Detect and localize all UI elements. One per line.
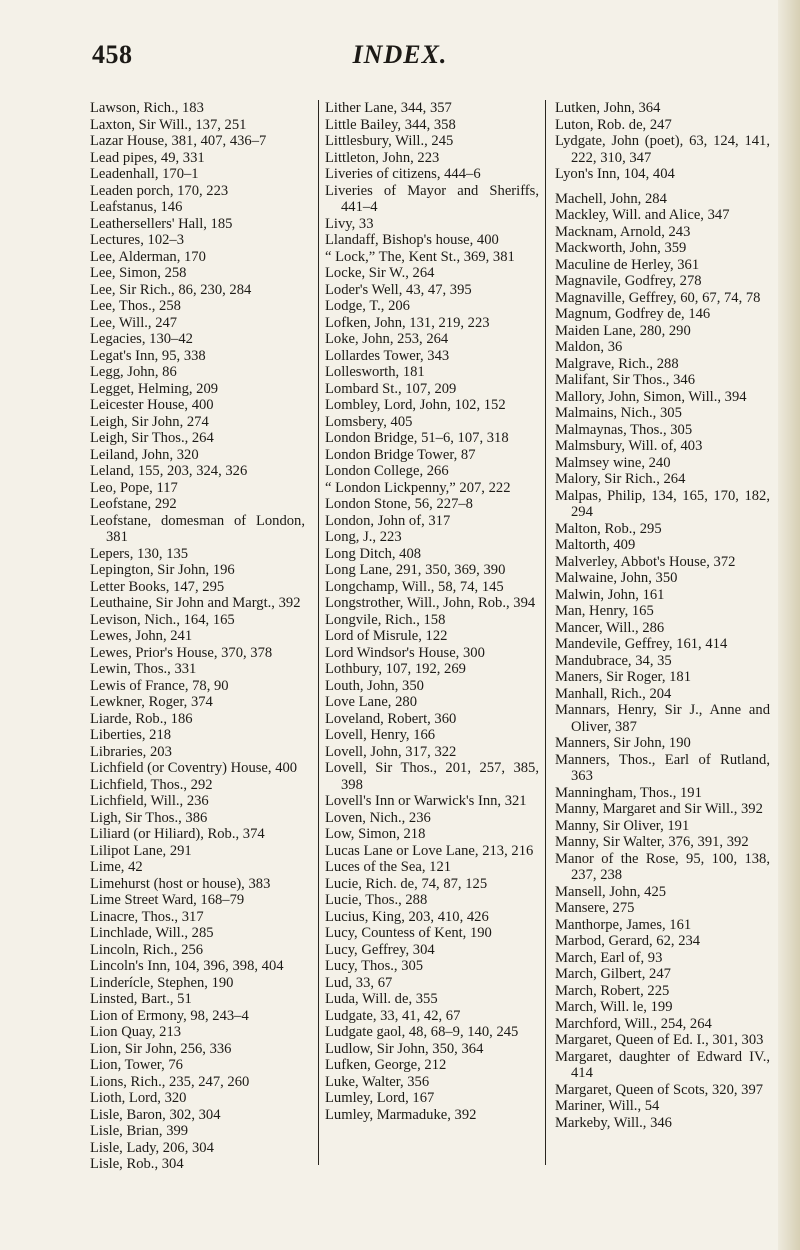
index-entry: Locke, Sir W., 264 (325, 265, 435, 281)
index-entry: Lichfield, Thos., 292 (90, 776, 213, 793)
index-entry: Lofken, John, 131, 219, 223 (325, 314, 490, 331)
index-entry: Marchford, Will., 254, 264 (555, 1015, 712, 1032)
index-entry: Leo, Pope, 117 (90, 479, 178, 496)
index-entry: Manningham, Thos., 191 (555, 784, 702, 801)
page-edge-shadow (778, 0, 800, 1250)
index-entry: Margaret, daughter of Edward IV., 414 (555, 1048, 770, 1081)
index-entry: Linacre, Thos., 317 (90, 908, 204, 925)
index-entry: “ London Lickpenny,” 207, 222 (325, 479, 511, 496)
index-entry: Lee, Simon, 258 (90, 265, 187, 281)
index-entry: London Bridge, 51–6, 107, 318 (325, 430, 509, 446)
index-entry: Malton, Rob., 295 (555, 520, 662, 537)
index-entry: Long Ditch, 408 (325, 545, 422, 562)
index-entry: Libraries, 203 (90, 743, 172, 760)
index-entry: Leicester House, 400 (90, 397, 214, 413)
index-entry: Manny, Margaret and Sir Will., 392 (555, 801, 763, 817)
index-entry: March, Robert, 225 (555, 982, 670, 999)
index-entry: London Bridge Tower, 87 (325, 446, 476, 463)
index-entry: Lisle, Lady, 206, 304 (90, 1139, 214, 1156)
index-entry: Lither Lane, 344, 357 (325, 100, 452, 116)
index-entry: Lord of Misrule, 122 (325, 628, 448, 644)
index-entry: Lothbury, 107, 192, 269 (325, 661, 466, 677)
index-entry: Luton, Rob. de, 247 (555, 116, 672, 133)
index-entry: Mariner, Will., 54 (555, 1098, 660, 1114)
index-entry: Liveries of citizens, 444–6 (325, 166, 481, 182)
index-entry: Maltorth, 409 (555, 537, 636, 553)
index-entry: Ludlow, Sir John, 350, 364 (325, 1040, 484, 1057)
page-number: 458 (92, 40, 133, 69)
index-entry: Mancer, Will., 286 (555, 619, 665, 636)
index-entry: Long, J., 223 (325, 529, 402, 545)
index-entry: Leiland, John, 320 (90, 446, 199, 463)
index-entry: Marbod, Gerard, 62, 234 (555, 933, 701, 949)
index-entry: Longvile, Rich., 158 (325, 611, 446, 628)
index-entry: Lincoln's Inn, 104, 396, 398, 404 (90, 958, 284, 974)
index-entry: Manor of the Rose, 95, 100, 138, 237, 238 (555, 850, 770, 883)
index-entry: Lucie, Rich. de, 74, 87, 125 (325, 875, 488, 892)
index-entry: Llandaff, Bishop's house, 400 (325, 232, 499, 248)
index-entry: Lovell, Henry, 166 (325, 727, 436, 743)
running-title: INDEX. (352, 40, 448, 69)
index-entry: Maculine de Herley, 361 (555, 256, 700, 273)
index-entry: Mallory, John, Simon, Will., 394 (555, 388, 747, 405)
index-entry: Leigh, Sir Thos., 264 (90, 430, 214, 446)
index-entry: Leigh, Sir John, 274 (90, 413, 209, 430)
index-entry: March, Gilbert, 247 (555, 966, 671, 982)
index-entry: Legacies, 130–42 (90, 331, 193, 347)
index-entry: Laxton, Sir Will., 137, 251 (90, 116, 247, 133)
index-entry: Mansell, John, 425 (555, 883, 667, 900)
index-entry: “ Lock,” The, Kent St., 369, 381 (325, 248, 515, 265)
index-entry: Maldon, 36 (555, 339, 623, 355)
index-entry: Manners, Thos., Earl of Rutland, 363 (555, 751, 770, 784)
index-entry: Magnaville, Geffrey, 60, 67, 74, 78 (555, 289, 761, 306)
index-entry: Lee, Alderman, 170 (90, 248, 206, 265)
index-entry: London Stone, 56, 227–8 (325, 496, 473, 512)
index-entry: Magnavile, Godfrey, 278 (555, 273, 702, 289)
index-entry: Legat's Inn, 95, 338 (90, 347, 206, 364)
index-entry: Leofstane, 292 (90, 496, 177, 512)
index-entry: Manhall, Rich., 204 (555, 685, 672, 702)
index-entry: Lucy, Thos., 305 (325, 958, 424, 974)
index-entry: Ludgate, 33, 41, 42, 67 (325, 1007, 461, 1024)
index-entry: Lufken, George, 212 (325, 1057, 447, 1073)
index-entry: Letter Books, 147, 295 (90, 578, 225, 595)
index-entry: Mandevile, Geffrey, 161, 414 (555, 636, 728, 652)
index-entry: Longchamp, Will., 58, 74, 145 (325, 578, 504, 595)
index-entry: Lord Windsor's House, 300 (325, 644, 485, 661)
index-column-3 (555, 100, 770, 1131)
index-entry: Malwin, John, 161 (555, 586, 665, 603)
index-entry: Liarde, Rob., 186 (90, 710, 193, 727)
index-entry: Louth, John, 350 (325, 677, 424, 694)
index-entry: Lewes, Prior's House, 370, 378 (90, 644, 273, 661)
index-entry: March, Will. le, 199 (555, 999, 673, 1015)
index-entry: Low, Simon, 218 (325, 826, 426, 842)
index-entry: Man, Henry, 165 (555, 603, 654, 619)
index-entry: Lewin, Thos., 331 (90, 661, 197, 677)
index-entry: Legget, Helming, 209 (90, 380, 219, 397)
index-entry: Lewes, John, 241 (90, 628, 193, 644)
index-entry: Malgrave, Rich., 288 (555, 355, 679, 372)
index-entry: Machell, John, 284 (555, 190, 667, 207)
index-entry: Lucie, Thos., 288 (325, 892, 428, 908)
index-entry: Lewis of France, 78, 90 (90, 677, 229, 694)
index-entry: Lucy, Geffrey, 304 (325, 941, 435, 958)
index-entry: Lion of Ermony, 98, 243–4 (90, 1007, 249, 1024)
index-entry: Lepers, 130, 135 (90, 545, 189, 562)
index-entry: Lodge, T., 206 (325, 298, 410, 314)
index-entry: Lewkner, Roger, 374 (90, 694, 213, 710)
index-entry: Leaden porch, 170, 223 (90, 182, 229, 199)
index-entry: Lilipot Lane, 291 (90, 842, 192, 859)
index-entry: Mannars, Henry, Sir J., Anne and Oliver, 387 (555, 702, 770, 735)
index-entry: Ligh, Sir Thos., 386 (90, 809, 208, 826)
index-entry: Lovell's Inn or Warwick's Inn, 321 (325, 793, 527, 809)
index-entry: Liberties, 218 (90, 727, 172, 743)
index-entry: Livy, 33 (325, 215, 374, 232)
index-entry: Lion, Tower, 76 (90, 1057, 183, 1073)
index-entry: Lumley, Lord, 167 (325, 1090, 435, 1106)
index-entry: Luda, Will. de, 355 (325, 991, 438, 1007)
index-entry: Lepington, Sir John, 196 (90, 562, 235, 578)
index-entry: Lichfield (or Coventry) House, 400 (90, 760, 298, 776)
index-entry: Liveries of Mayor and Sheriffs, 441–4 (325, 182, 539, 215)
index-entry: Mackley, Will. and Alice, 347 (555, 207, 730, 223)
index-entry: Malmaynas, Thos., 305 (555, 421, 693, 438)
index-entry: Leafstanus, 146 (90, 199, 183, 215)
index-entry: Lisle, Rob., 304 (90, 1156, 184, 1172)
index-entry: Lee, Thos., 258 (90, 298, 181, 314)
index-entry: Loven, Nich., 236 (325, 809, 431, 826)
index-entry: Leuthaine, Sir John and Margt., 392 (90, 595, 301, 611)
index-entry: Littlesbury, Will., 245 (325, 133, 454, 149)
index-entry: March, Earl of, 93 (555, 949, 663, 966)
index-entry: Malpas, Philip, 134, 165, 170, 182, 294 (555, 487, 770, 520)
index-entry: Magnum, Godfrey de, 146 (555, 306, 711, 322)
index-entry: Lollardes Tower, 343 (325, 347, 450, 364)
index-entry: Love Lane, 280 (325, 694, 417, 710)
index-entry: Leadenhall, 170–1 (90, 166, 199, 182)
index-entry: Liliard (or Hiliard), Rob., 374 (90, 826, 265, 842)
index-entry: Margaret, Queen of Scots, 320, 397 (555, 1081, 764, 1098)
index-entry: Malory, Sir Rich., 264 (555, 471, 686, 487)
index-entry: Lumley, Marmaduke, 392 (325, 1106, 477, 1123)
index-entry: London, John of, 317 (325, 512, 451, 529)
index-entry: Lion, Sir John, 256, 336 (90, 1040, 232, 1057)
index-entry: Malwaine, John, 350 (555, 570, 678, 586)
index-entry: Mandubrace, 34, 35 (555, 652, 672, 669)
index-entry: Macknam, Arnold, 243 (555, 223, 691, 240)
index-entry: Lincoln, Rich., 256 (90, 941, 204, 958)
index-entry: Luces of the Sea, 121 (325, 859, 452, 875)
index-entry: Lucy, Countess of Kent, 190 (325, 925, 492, 941)
index-entry: Lomsbery, 405 (325, 413, 413, 430)
index-entry: Malifant, Sir Thos., 346 (555, 372, 695, 388)
index-entry: Margaret, Queen of Ed. I., 301, 303 (555, 1032, 764, 1048)
index-entry: Lovell, John, 317, 322 (325, 743, 457, 760)
index-entry: Linsted, Bart., 51 (90, 991, 192, 1007)
index-entry: Lisle, Baron, 302, 304 (90, 1106, 221, 1123)
index-entry: Lud, 33, 67 (325, 974, 393, 991)
index-column-1 (90, 100, 305, 1173)
index-entry: Markeby, Will., 346 (555, 1114, 672, 1131)
index-entry: Manny, Sir Oliver, 191 (555, 817, 690, 834)
index-entry: Long Lane, 291, 350, 369, 390 (325, 562, 506, 578)
page-header (0, 40, 800, 80)
index-entry: Lime Street Ward, 168–79 (90, 892, 245, 908)
index-entry: Lectures, 102–3 (90, 232, 185, 248)
index-entry: Lucius, King, 203, 410, 426 (325, 908, 489, 925)
index-entry: Loke, John, 253, 264 (325, 331, 449, 347)
index-entry: Manny, Sir Walter, 376, 391, 392 (555, 834, 749, 850)
index-entry: Ludgate gaol, 48, 68–9, 140, 245 (325, 1024, 519, 1040)
index-entry: Linchlade, Will., 285 (90, 925, 214, 941)
index-entry: Lions, Rich., 235, 247, 260 (90, 1073, 250, 1090)
index-entry: Lead pipes, 49, 331 (90, 149, 205, 166)
index-entry: Lioth, Lord, 320 (90, 1090, 187, 1106)
index-entry: Limehurst (host or house), 383 (90, 875, 271, 892)
index-entry: Lollesworth, 181 (325, 364, 425, 380)
index-entry: Lee, Will., 247 (90, 314, 178, 331)
index-entry: Lombard St., 107, 209 (325, 380, 457, 397)
index-entry: Malmains, Nich., 305 (555, 405, 682, 421)
index-entry: Malmsey wine, 240 (555, 454, 671, 471)
index-entry: Maiden Lane, 280, 290 (555, 322, 691, 339)
index-entry: Loder's Well, 43, 47, 395 (325, 281, 472, 298)
index-entry: London College, 266 (325, 463, 449, 479)
index-entry: Leofstane, domesman of London, 381 (90, 512, 305, 545)
index-entry: Leland, 155, 203, 324, 326 (90, 463, 248, 479)
index-entry: Littleton, John, 223 (325, 149, 440, 166)
index-entry: Manthorpe, James, 161 (555, 916, 692, 933)
index-entry: Lydgate, John (poet), 63, 124, 141, 222, 310, 347 (555, 133, 770, 166)
index-entry: Lawson, Rich., 183 (90, 100, 204, 116)
index-entry: Legg, John, 86 (90, 364, 177, 380)
index-entry: Lucas Lane or Love Lane, 213, 216 (325, 842, 534, 859)
index-entry: Luke, Walter, 356 (325, 1073, 430, 1090)
index-entry: Lovell, Sir Thos., 201, 257, 385, 398 (325, 760, 539, 793)
index-entry: Lyon's Inn, 104, 404 (555, 166, 675, 182)
index-entry: Longstrother, Will., John, Rob., 394 (325, 595, 536, 611)
index-entry: Maners, Sir Roger, 181 (555, 669, 692, 685)
index-entry: Levison, Nich., 164, 165 (90, 611, 235, 628)
index-column-2 (318, 100, 546, 1165)
index-entry: Lutken, John, 364 (555, 100, 661, 116)
index-entry: Lombley, Lord, John, 102, 152 (325, 397, 506, 413)
index-entry: Linderícle, Stephen, 190 (90, 974, 234, 991)
index-entry: Leathersellers' Hall, 185 (90, 215, 233, 232)
index-entry: Malmsbury, Will. of, 403 (555, 438, 703, 454)
index-entry: Little Bailey, 344, 358 (325, 116, 456, 133)
index-entry: Mansere, 275 (555, 900, 635, 916)
index-entry: Lisle, Brian, 399 (90, 1123, 189, 1139)
index-entry: Lime, 42 (90, 859, 143, 875)
index-entry: Lazar House, 381, 407, 436–7 (90, 133, 267, 149)
index-entry: Mackworth, John, 359 (555, 240, 687, 256)
index-entry: Manners, Sir John, 190 (555, 735, 691, 751)
index-entry: Lion Quay, 213 (90, 1024, 182, 1040)
index-entry: Malverley, Abbot's House, 372 (555, 553, 736, 570)
index-entry: Loveland, Robert, 360 (325, 710, 457, 727)
index-entry: Lee, Sir Rich., 86, 230, 284 (90, 281, 252, 298)
index-entry: Lichfield, Will., 236 (90, 793, 209, 809)
